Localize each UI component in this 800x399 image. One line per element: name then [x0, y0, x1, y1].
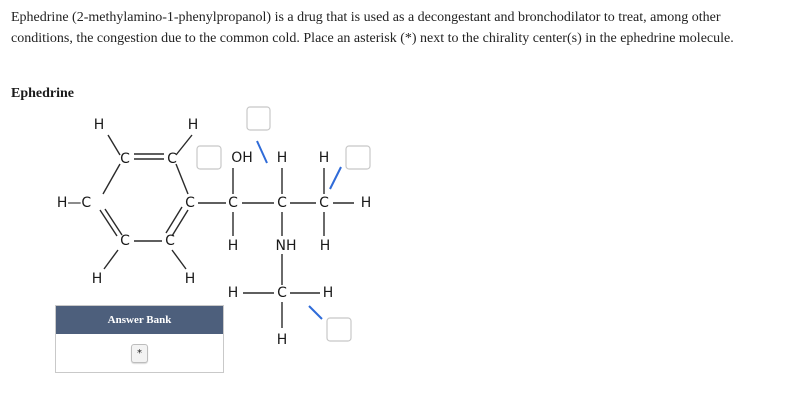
atom-h: H — [93, 117, 105, 133]
atom-h: H — [322, 285, 334, 301]
atom-h-c: H—C — [56, 195, 92, 211]
atom-c: C — [120, 151, 130, 167]
bond — [176, 164, 188, 194]
answer-bank — [55, 305, 224, 373]
question-line-1: Ephedrine (2-methylamino-1-phenylpropanol) is a drug that is used as a decongestant and bronchodilator to treat, among other — [11, 10, 721, 25]
bond — [166, 207, 182, 233]
bond — [172, 250, 186, 269]
pointer-arrow — [309, 306, 322, 319]
atom-h: H — [318, 150, 330, 166]
atom-c: C — [228, 195, 238, 211]
atom-c: C — [277, 195, 287, 211]
molecule-title: Ephedrine — [11, 86, 75, 101]
atom-nh: NH — [275, 238, 297, 254]
atom-h: H — [91, 271, 103, 287]
question-line-2: conditions, the congestion due to the common cold. Place an asterisk (*) next to the chirality center(s) in the ephedrine molecule. — [11, 31, 734, 46]
pointer-arrow — [330, 167, 341, 189]
atom-h: H — [276, 332, 288, 348]
atom-c: C — [277, 285, 287, 301]
atom-c: C — [167, 151, 177, 167]
asterisk-token[interactable]: * — [131, 344, 148, 363]
bond — [104, 250, 118, 269]
atom-h: H — [227, 238, 239, 254]
atom-h: H — [319, 238, 331, 254]
bond — [108, 135, 120, 155]
atom-oh: OH — [231, 150, 253, 166]
bond — [176, 135, 192, 155]
drop-target-c1[interactable] — [247, 107, 270, 130]
atom-h: H — [184, 271, 196, 287]
atom-h: H — [187, 117, 199, 133]
atom-c: C — [120, 233, 130, 249]
drop-target-ring-carbon[interactable] — [197, 146, 221, 169]
atom-h: H — [360, 195, 372, 211]
atom-c: C — [185, 195, 195, 211]
atom-h: H — [276, 150, 288, 166]
answer-bank-header: Answer Bank — [56, 306, 223, 334]
bond — [103, 164, 120, 194]
drop-target-c2[interactable] — [346, 146, 370, 169]
atom-c: C — [165, 233, 175, 249]
drop-target-methyl[interactable] — [327, 318, 351, 341]
atom-c: C — [319, 195, 329, 211]
atom-h: H — [227, 285, 239, 301]
pointer-arrow — [257, 141, 267, 163]
